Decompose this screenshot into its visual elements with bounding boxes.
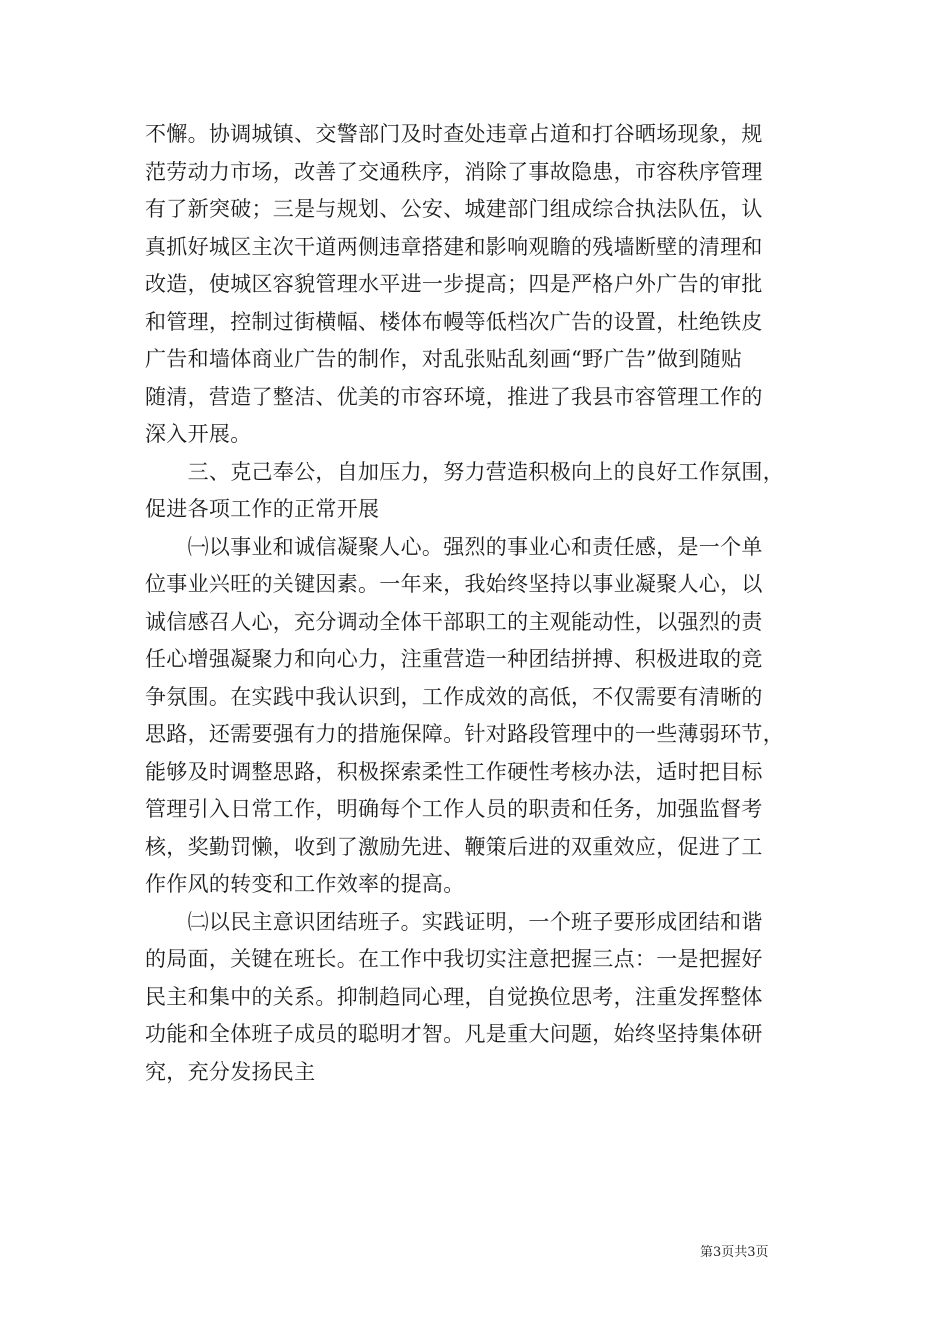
text-line: 的局面，关键在班长。在工作中我切实注意把握三点：一是把握好	[145, 947, 763, 971]
text-line: 思路，还需要强有力的措施保障。针对路段管理中的一些薄弱环节，	[145, 722, 784, 746]
page-number: 第3页共3页	[700, 1245, 769, 1260]
text-line: 管理引入日常工作，明确每个工作人员的职责和任务，加强监督考	[145, 797, 763, 821]
text-line: 有了新突破；三是与规划、公安、城建部门组成综合执法队伍，认	[145, 197, 763, 221]
text-line: 诚信感召人心，充分调动全体干部职工的主观能动性，以强烈的责	[145, 609, 763, 634]
text-line: 功能和全体班子成员的聪明才智。凡是重大问题，始终坚持集体研	[145, 1022, 763, 1046]
text-line: ㈡以民主意识团结班子。实践证明，一个班子要形成团结和谐	[145, 909, 763, 934]
text-line: 改造，使城区容貌管理水平进一步提高；四是严格户外广告的审批	[145, 272, 763, 296]
text-line: 争氛围。在实践中我认识到，工作成效的高低，不仅需要有清晰的	[145, 684, 763, 709]
text-line: ㈠以事业和诚信凝聚人心。强烈的事业心和责任感，是一个单	[145, 534, 763, 559]
text-line: 随清，营造了整洁、优美的市容环境，推进了我县市容管理工作的	[145, 384, 763, 409]
text-line: 不懈。协调城镇、交警部门及时查处违章占道和打谷晒场现象，规	[145, 122, 763, 146]
text-line: 核，奖勤罚懒，收到了激励先进、鞭策后进的双重效应，促进了工	[145, 834, 763, 859]
text-line: 作作风的转变和工作效率的提高。	[145, 872, 465, 896]
text-line: 和管理，控制过街横幅、楼体布幔等低档次广告的设置，杜绝铁皮	[145, 309, 763, 334]
text-line: 范劳动力市场，改善了交通秩序，消除了事故隐患，市容秩序管理	[145, 159, 763, 184]
document-body	[145, 116, 815, 1091]
section-heading-line: 促进各项工作的正常开展	[145, 497, 380, 521]
section-heading-line: 三、克己奉公，自加压力，努力营造积极向上的良好工作氛围，	[145, 459, 784, 484]
text-line: 民主和集中的关系。抑制趋同心理，自觉换位思考，注重发挥整体	[145, 984, 763, 1009]
text-line: 深入开展。	[145, 422, 252, 446]
text-line: 真抓好城区主次干道两侧违章搭建和影响观瞻的残墙断壁的清理和	[145, 234, 763, 259]
text-line: 究，充分发扬民主	[145, 1059, 316, 1084]
text-line: 能够及时调整思路，积极探索柔性工作硬性考核办法，适时把目标	[145, 759, 763, 784]
text-line: 位事业兴旺的关键因素。一年来，我始终坚持以事业凝聚人心，以	[145, 572, 763, 596]
text-line: 任心增强凝聚力和向心力，注重营造一种团结拼搏、积极进取的竞	[145, 647, 763, 671]
text-line: 广告和墙体商业广告的制作，对乱张贴乱刻画“野广告”做到随贴	[145, 347, 743, 371]
